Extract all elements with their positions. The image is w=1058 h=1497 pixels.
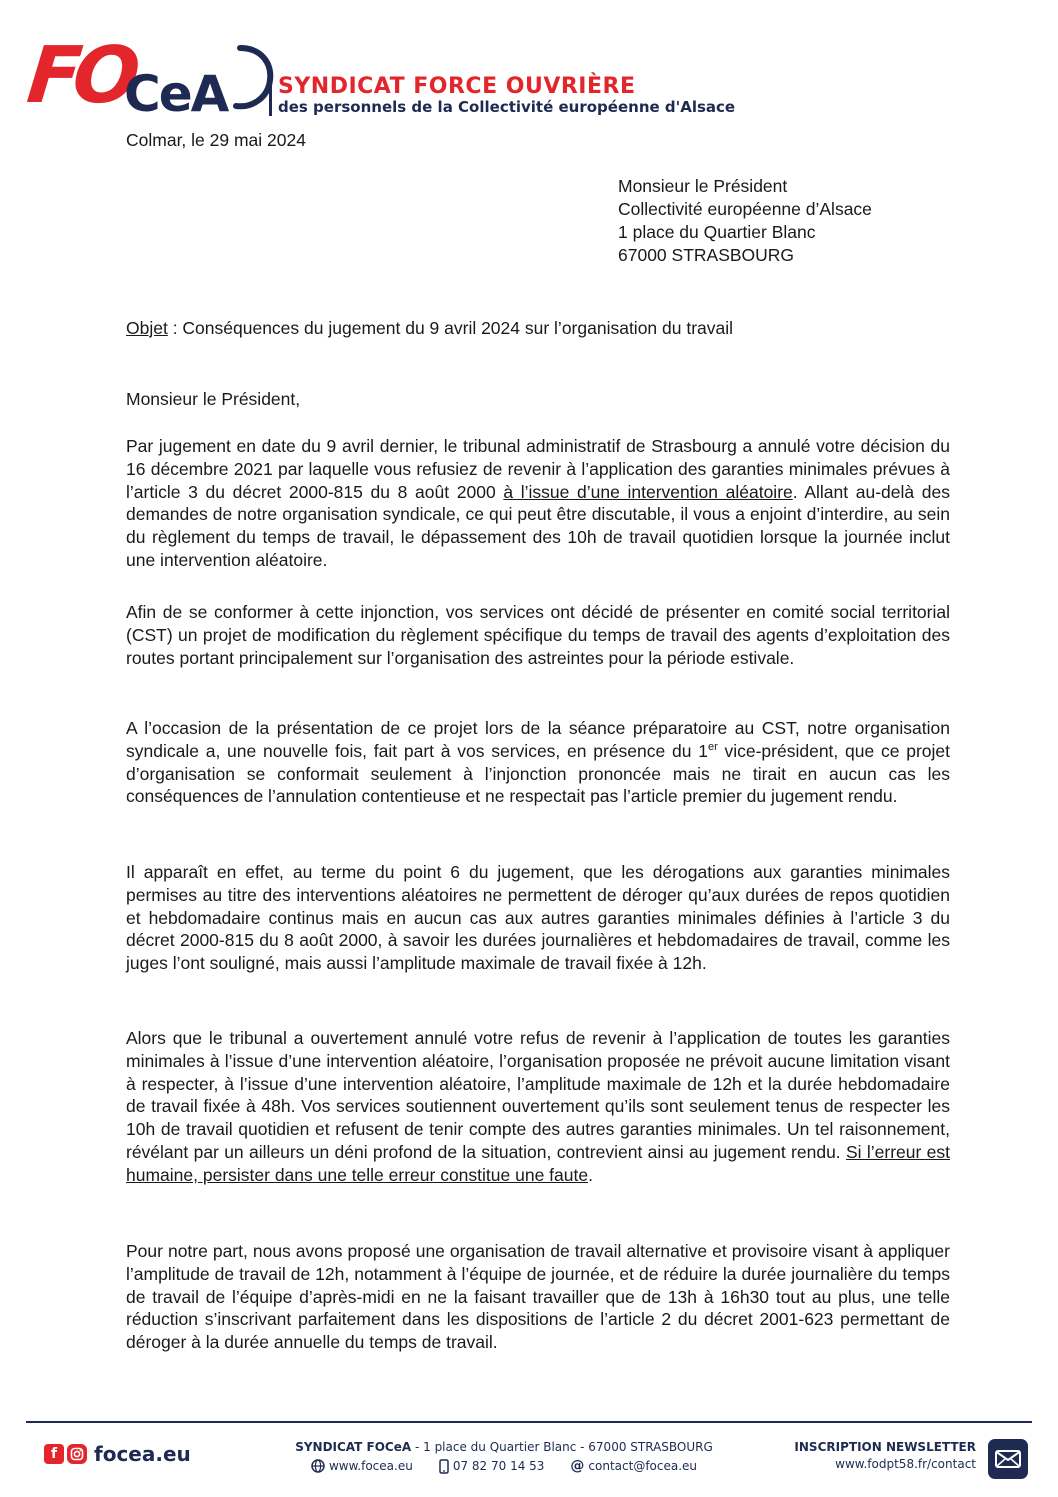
footer-contacts	[284, 1458, 724, 1474]
footer-phone-text: 07 82 70 14 53	[452, 1459, 545, 1473]
at-icon: @	[570, 1458, 585, 1474]
globe-icon	[311, 1459, 325, 1473]
footer-divider	[26, 1421, 1032, 1423]
logo-fo: FO	[23, 31, 137, 121]
mail-icon[interactable]	[988, 1439, 1028, 1479]
footer-site-link[interactable]: focea.eu	[94, 1442, 191, 1466]
footer-web[interactable]	[311, 1458, 413, 1474]
superscript: er	[707, 740, 718, 753]
footer-address-text: - 1 place du Quartier Blanc - 67000 STRASBOURG	[411, 1440, 713, 1454]
header-divider	[269, 72, 272, 116]
footer-org-name: SYNDICAT FOCeA	[295, 1440, 412, 1454]
newsletter-title: INSCRIPTION NEWSLETTER	[794, 1440, 976, 1454]
footer-address	[284, 1440, 724, 1454]
paragraph-3	[126, 717, 950, 808]
letter-subject	[126, 318, 733, 339]
footer-email-text: contact@focea.eu	[588, 1459, 698, 1473]
underlined-text: à l’issue d’une intervention aléatoire	[503, 481, 793, 502]
recipient-line: 67000 STRASBOURG	[618, 245, 795, 265]
underlined-text: Si l’erreur est humaine, persister dans une telle erreur constitue une faute	[126, 1141, 950, 1185]
paragraph-text: Alors que le tribunal a ouvertement annulé votre refus de revenir à l’application de toutes les garanties minimales à l’issue d’une intervention aléatoire, l’organisation proposée ne prévoit aucune limitation visant à respecter, à l’issue d’une intervention aléatoire, l’amplitude maximale de 12h et la durée hebdomadaire de travail fixée à 48h. Vos services soutiennent ouvertement qu’ils sont seulement tenus de respecter les 10h de travail quotidien et refusent de tenir compte des autres garanties minimales. Un tel raisonnement, révélant par un ailleurs un déni profond de la situation, contrevient ainsi au jugement rendu.	[126, 1028, 950, 1162]
logo-cea: CeA	[124, 65, 228, 123]
facebook-icon[interactable]: f	[44, 1444, 64, 1464]
newsletter-url[interactable]: www.fodpt58.fr/contact	[835, 1457, 976, 1471]
footer-email[interactable]	[570, 1458, 697, 1474]
recipient-line: Monsieur le Président	[618, 176, 788, 196]
footer-social	[44, 1442, 191, 1466]
paragraph-1	[126, 435, 950, 572]
subject-text: : Conséquences du jugement du 9 avril 2024 sur l’organisation du travail	[167, 318, 734, 338]
letter-date: Colmar, le 29 mai 2024	[126, 130, 306, 150]
paragraph-text: A l’occasion de la présentation de ce projet lors de la séance préparatoire au CST, notre organisation syndicale a, une nouvelle fois, fait part à vos services, en présence du 1	[126, 718, 950, 761]
paragraph-text: Par jugement en date du 9 avril dernier, le tribunal administratif de Strasbourg a annulé votre décision du 16 décembre 2021 par laquelle vous refusiez de revenir à l’application des garanties minimales prévues à l’article 3 du décret 2000-815 du 8 août 2000	[126, 436, 950, 502]
paragraph-2: Afin de se conformer à cette injonction, vos services ont décidé de présenter en comité social territorial (CST) un projet de modification du règlement spécifique du temps de travail des agents d’exploitation des routes portant principalement sur l’organisation des astreintes pour la période estivale.	[126, 602, 950, 668]
paragraph-6: Pour notre part, nous avons proposé une organisation de travail alternative et provisoire visant à appliquer l’amplitude de travail de 12h, notamment à l’équipe de journée, et de réduire la durée journalière du temps de travail de l’équipe d’après-midi en ne la faisant travailler que de 13h à 16h30 tout au plus, une telle réduction s’inscrivant parfaitement dans les dispositions de l’article 2 du décret 2001-623 permettant de déroger à la durée annuelle du temps de travail.	[126, 1241, 950, 1353]
header-title: SYNDICAT FORCE OUVRIÈRE	[278, 74, 636, 99]
footer-phone[interactable]	[439, 1458, 545, 1474]
footer-newsletter[interactable]	[794, 1440, 976, 1471]
letter-salutation: Monsieur le Président,	[126, 389, 301, 409]
recipient-line: 1 place du Quartier Blanc	[618, 222, 816, 242]
focea-logo	[23, 31, 268, 123]
paragraph-text: vice-président, que ce projet d’organisation se conformait seulement à l’injonction prononcée mais ne tirait en aucun cas les conséquences de l’annulation contentieuse et ne respectait pas l’article premier du jugement rendu.	[126, 740, 950, 807]
recipient-address	[618, 175, 872, 267]
paragraph-4: Il apparaît en effet, au terme du point 6 du jugement, que les dérogations aux garanties minimales permises au titre des interventions aléatoires ne permettent de déroger qu’aux durées de repos quotidien et hebdomadaire continus mais en aucun cas aux autres garanties minimales définies à l’article 3 du décret 2000-815 du 8 août 2000, à savoir les durées journalières et hebdomadaires de travail, comme les juges l’ont souligné, mais aussi l’amplitude maximale de travail fixée à 12h.	[126, 862, 950, 974]
paragraph-text: . Allant au-delà des demandes de notre organisation syndicale, ce qui peut être discutable, il vous a enjoint d’interdire, au sein du règlement du temps de travail, le dépassement des 10h de travail quotidien lorsque la journée inclut une intervention aléatoire.	[126, 481, 950, 570]
subject-label: Objet	[126, 318, 168, 338]
footer-web-text: www.focea.eu	[328, 1459, 413, 1473]
paragraph-text: .	[588, 1164, 593, 1185]
paragraph-5	[126, 1027, 950, 1187]
logo-swoosh-icon	[204, 42, 276, 114]
phone-icon	[439, 1459, 449, 1474]
recipient-line: Collectivité européenne d’Alsace	[618, 199, 872, 219]
instagram-icon[interactable]	[67, 1444, 87, 1464]
footer-contact-block	[284, 1440, 724, 1474]
header-subtitle: des personnels de la Collectivité européenne d'Alsace	[278, 98, 736, 116]
